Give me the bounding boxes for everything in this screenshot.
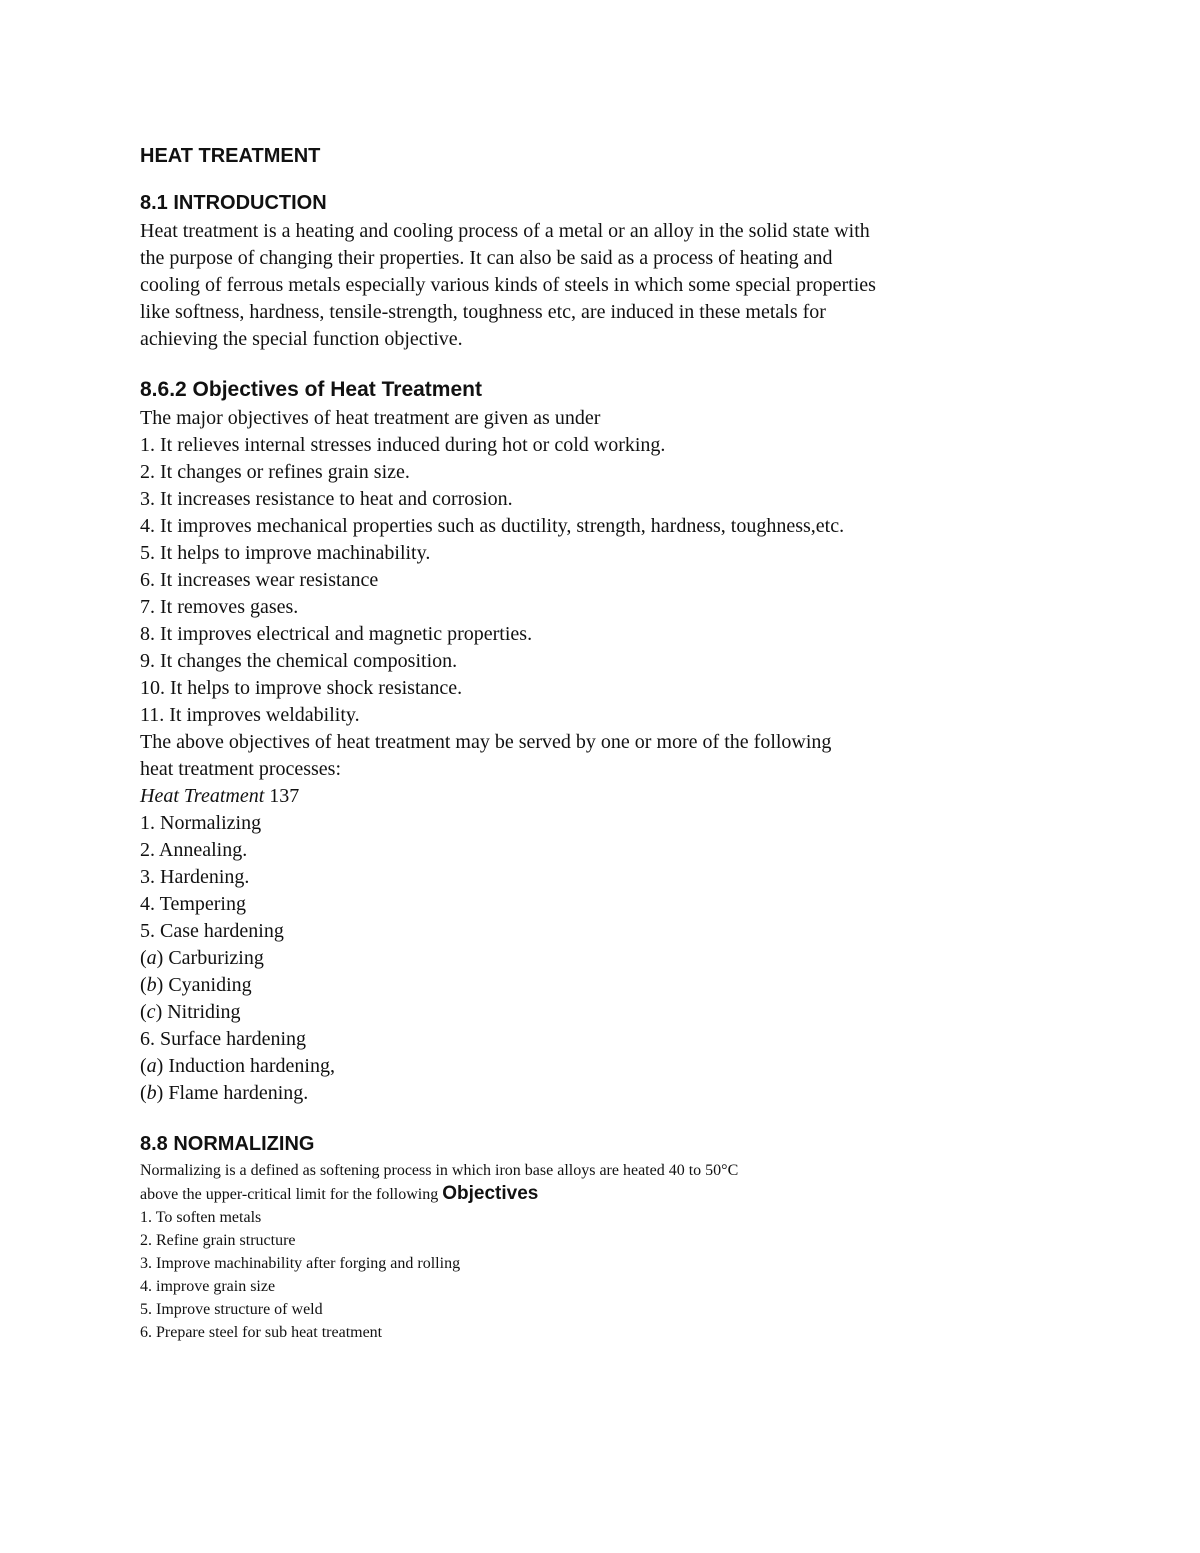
list-item: 2. Annealing. <box>140 839 248 861</box>
list-item: 6. Prepare steel for sub heat treatment <box>140 1324 383 1341</box>
list-item: (b) Flame hardening. <box>140 1082 309 1104</box>
list-item: 5. Case hardening <box>140 920 284 942</box>
list-item: 6. It increases wear resistance <box>140 569 379 591</box>
list-item: 8. It improves electrical and magnetic properties. <box>140 623 533 645</box>
running-head <box>140 783 1040 810</box>
process-list <box>140 810 1040 1107</box>
objectives-heading: 8.6.2 Objectives of Heat Treatment <box>140 378 482 401</box>
list-item: 10. It helps to improve shock resistance. <box>140 677 463 699</box>
list-item: 2. It changes or refines grain size. <box>140 461 410 483</box>
intro-line: the purpose of changing their properties. It can also be said as a process of heating and <box>140 247 833 269</box>
intro-paragraph <box>140 218 1040 353</box>
normalizing-line: above the upper-critical limit for the following Objectives <box>140 1183 539 1204</box>
objectives-section <box>140 375 1040 1107</box>
intro-line: achieving the special function objective. <box>140 328 463 350</box>
list-item: 3. Hardening. <box>140 866 250 888</box>
list-item: 5. It helps to improve machinability. <box>140 542 431 564</box>
list-item: 3. It increases resistance to heat and corrosion. <box>140 488 513 510</box>
objectives-tail <box>140 729 1040 783</box>
intro-section <box>140 188 1040 353</box>
list-item: 1. It relieves internal stresses induced during hot or cold working. <box>140 434 666 456</box>
objectives-label: Objectives <box>442 1183 539 1204</box>
list-item: (a) Carburizing <box>140 947 264 969</box>
objectives-lead: The major objectives of heat treatment are given as under <box>140 407 601 429</box>
intro-heading: 8.1 INTRODUCTION <box>140 192 327 214</box>
spacer <box>140 353 1040 375</box>
document-title: HEAT TREATMENT <box>140 145 321 167</box>
intro-line: cooling of ferrous metals especially various kinds of steels in which some special properties <box>140 274 876 296</box>
list-item: 4. Tempering <box>140 893 246 915</box>
list-item: 4. It improves mechanical properties such as ductility, strength, hardness, toughness,etc. <box>140 515 845 537</box>
list-item: 6. Surface hardening <box>140 1028 307 1050</box>
list-item: 4. improve grain size <box>140 1278 276 1295</box>
tail-line: The above objectives of heat treatment may be served by one or more of the following <box>140 731 832 753</box>
list-item: (b) Cyaniding <box>140 974 252 996</box>
list-item: 1. To soften metals <box>140 1209 262 1226</box>
running-head-title: Heat Treatment <box>140 785 265 807</box>
list-item: 11. It improves weldability. <box>140 704 360 726</box>
tail-line: heat treatment processes: <box>140 758 342 780</box>
spacer <box>140 1107 1040 1129</box>
list-item: (c) Nitriding <box>140 1001 241 1023</box>
list-item: (a) Induction hardening, <box>140 1055 335 1077</box>
objectives-list <box>140 432 1040 729</box>
intro-line: Heat treatment is a heating and cooling process of a metal or an alloy in the solid state with <box>140 220 870 242</box>
normalizing-heading: 8.8 NORMALIZING <box>140 1133 315 1155</box>
normalizing-section <box>140 1129 1040 1344</box>
document-page <box>140 138 1040 1344</box>
list-item: 3. Improve machinability after forging and rolling <box>140 1255 461 1272</box>
normalizing-line: Normalizing is a defined as softening process in which iron base alloys are heated 40 to 50°C <box>140 1162 739 1179</box>
list-item: 9. It changes the chemical composition. <box>140 650 458 672</box>
normalizing-list <box>140 1206 1040 1344</box>
list-item: 1. Normalizing <box>140 812 262 834</box>
list-item: 5. Improve structure of weld <box>140 1301 323 1318</box>
list-item: 7. It removes gases. <box>140 596 299 618</box>
list-item: 2. Refine grain structure <box>140 1232 296 1249</box>
running-head-page: 137 <box>264 785 300 807</box>
intro-line: like softness, hardness, tensile-strength, toughness etc, are induced in these metals for <box>140 301 826 323</box>
